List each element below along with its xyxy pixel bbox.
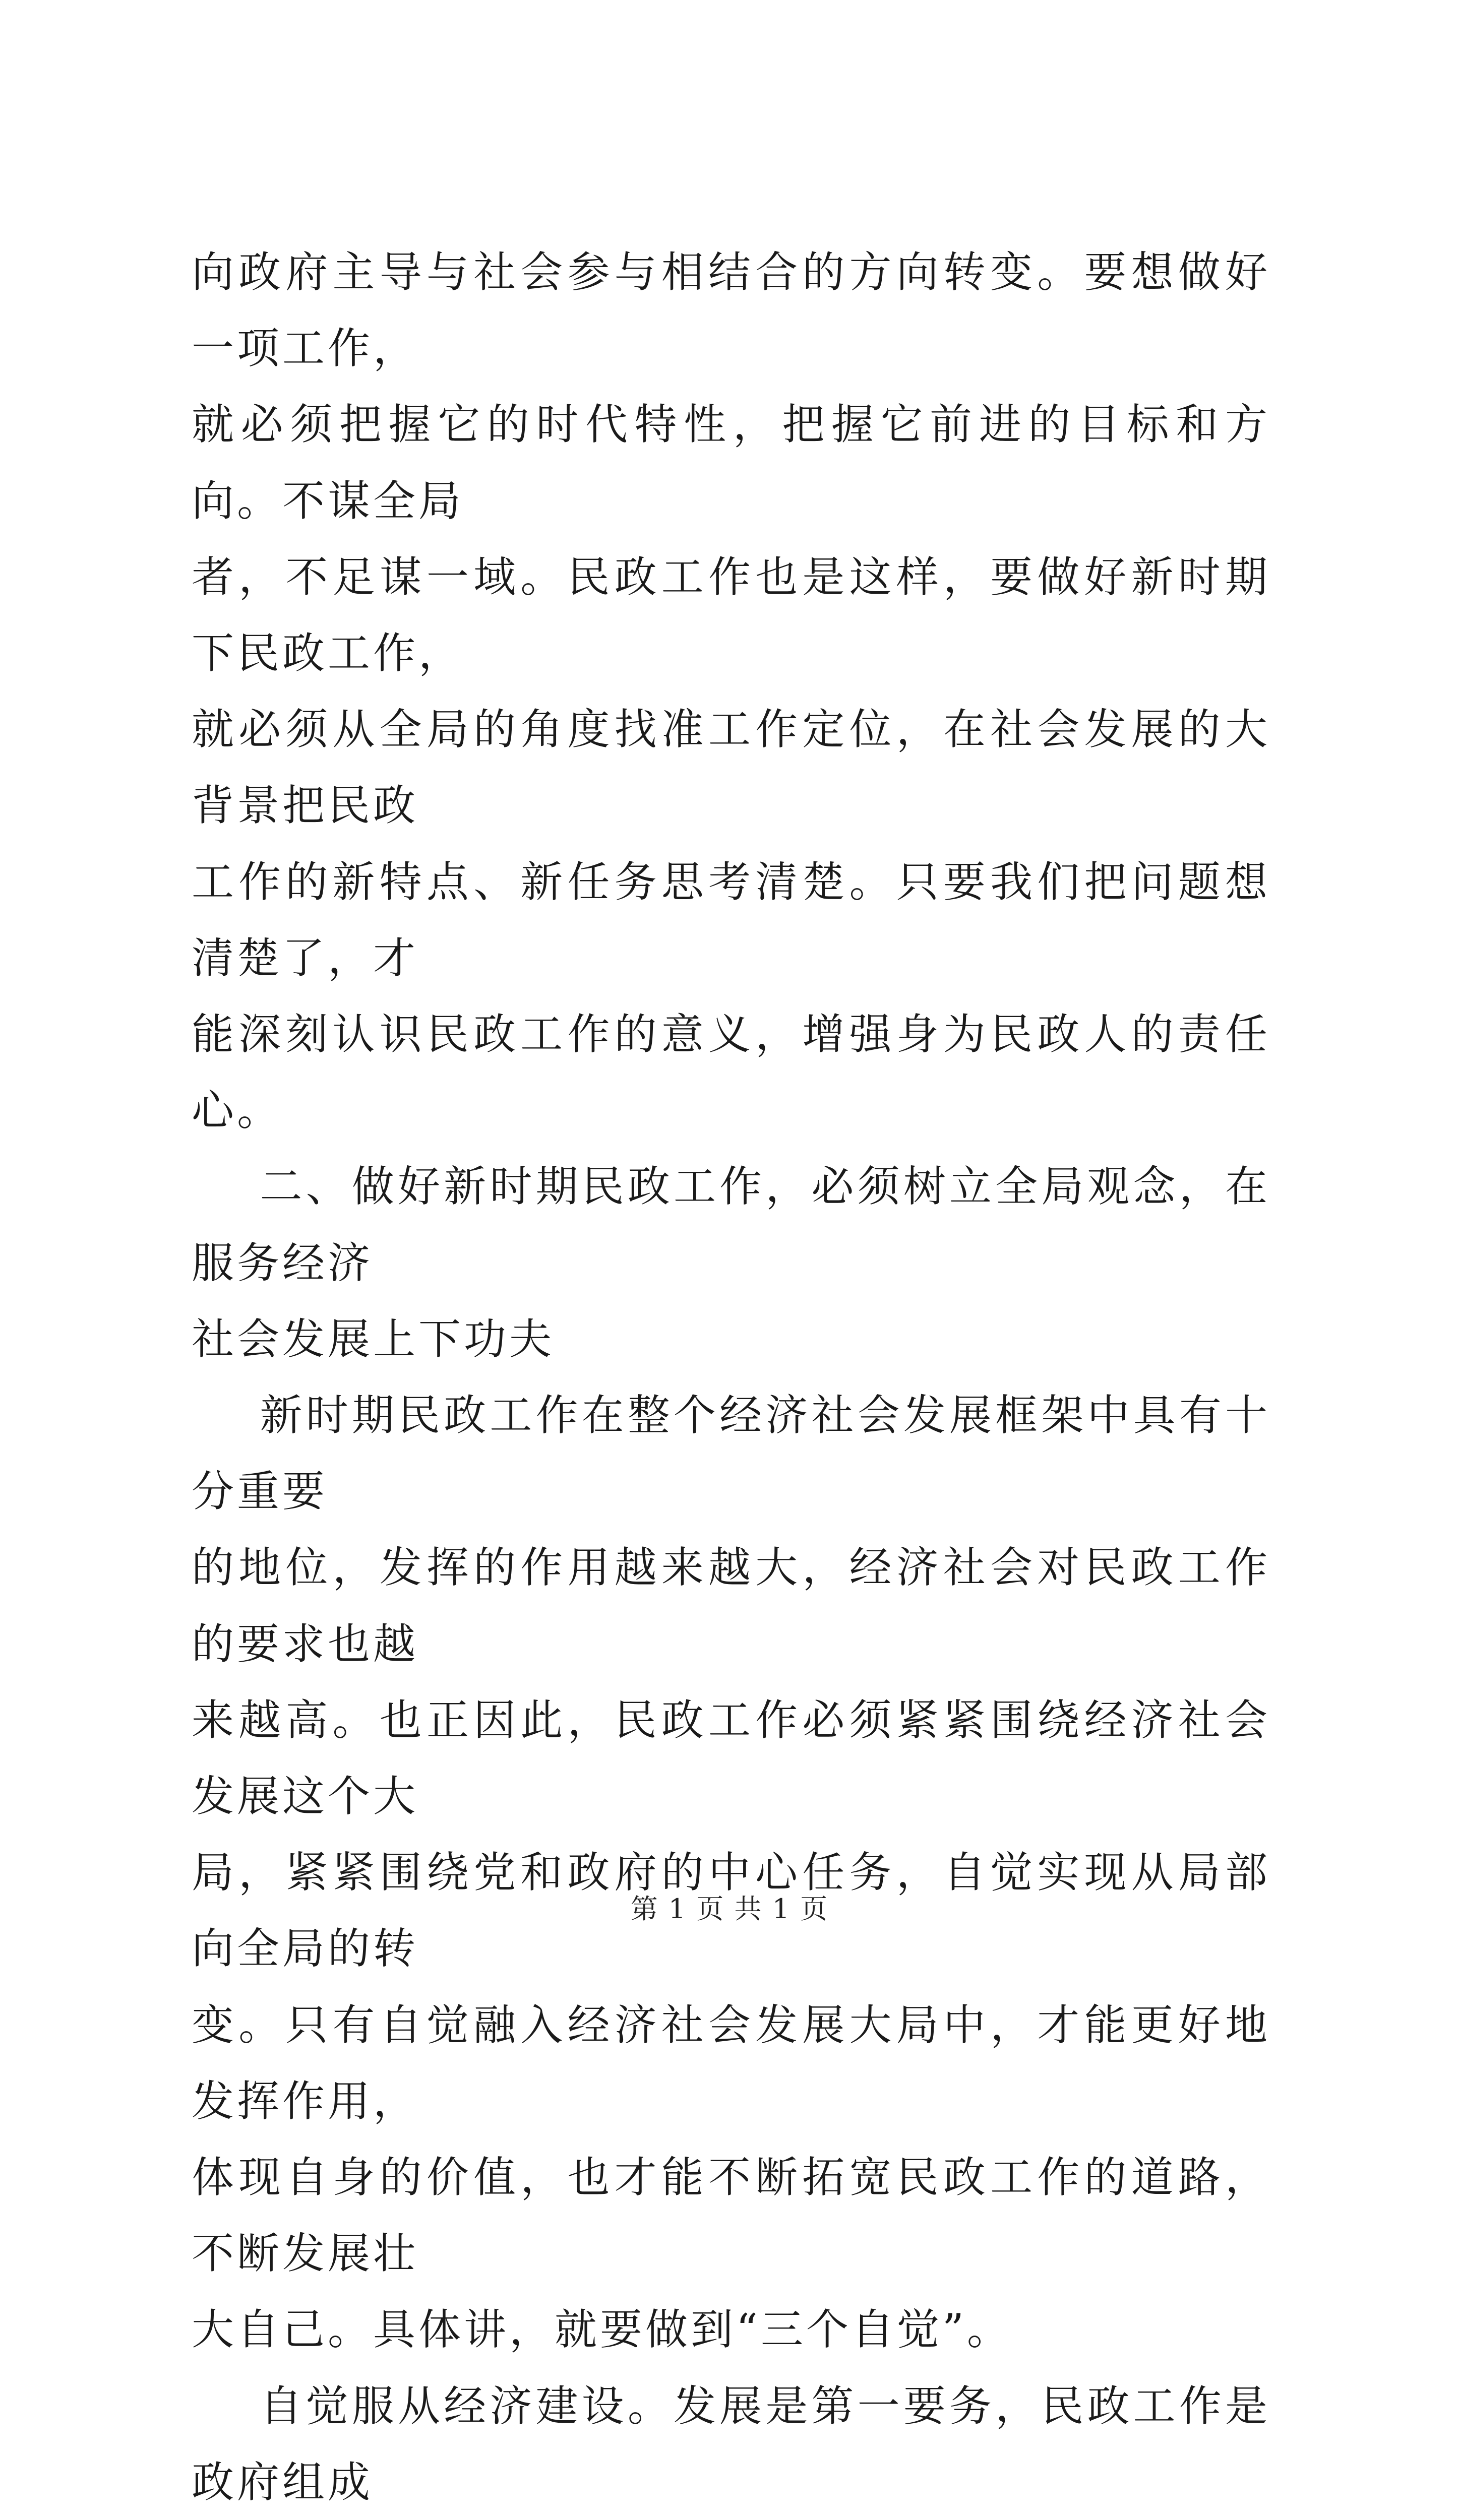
paragraph-intro-continuation: 向政府主导与社会参与相结合的方向转变。要想做好一项工作， 就必须把握它的时代特性，把握它前进的目标和方向。不谋全局 者，不足谋一域。民政工作也是这样，要做好新时期下民政工作， 就必须从全局的角度找准工作定位，在社会发展的大背景把民政 工作的新特点、新任务思考清楚。只要我们把问题想清楚了，才 能深刻认识民政工作的意义，增强身为民政人的责任心。 bbox=[192, 247, 1270, 1136]
section-heading-two: 二、做好新时期民政工作，必须树立全局观念，在服务经济 社会发展上下功夫 bbox=[192, 1162, 1270, 1364]
paragraph-economic-construction: 自觉服从经济建设。发展是第一要务，民政工作是政府组成 bbox=[192, 2381, 1270, 2507]
document-body bbox=[192, 234, 1270, 2520]
paragraph-overall-situation: 新时期民政工作在整个经济社会发展框架中具有十分重要 的地位，发挥的作用越来越大，经济社会对民政工作的要求也越 来越高。也正因此，民政工作必须紧紧围绕经济社会发展这个大 局，紧紧围绕党和政府的中心任务，自觉实现从局部向全局的转 变。只有自觉融入经济社会发展大局中，才能更好地发挥作用， 体现自身的价值，也才能不断拓宽民政工作的道路，不断发展壮 大自己。具体讲，就要做到“三个自觉”。 bbox=[192, 1391, 1270, 2355]
page-footer: 第 1 页 共 1 页 bbox=[630, 1893, 829, 1925]
